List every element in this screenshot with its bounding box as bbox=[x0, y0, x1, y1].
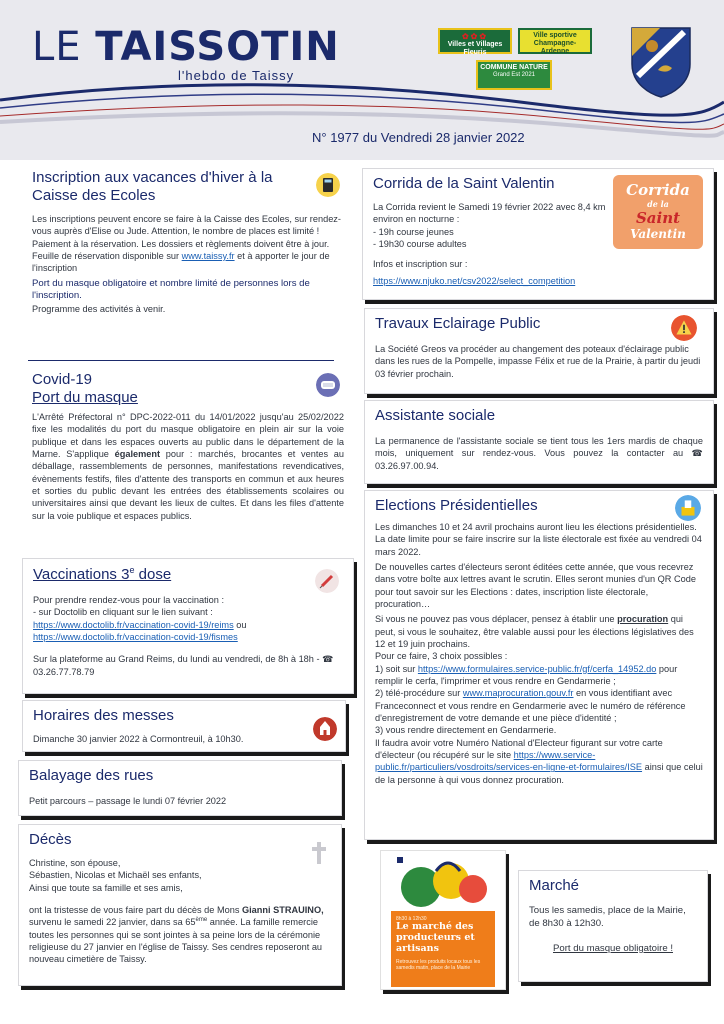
elections-section bbox=[364, 490, 714, 840]
label-commune-nature: COMMUNE NATURE Grand Est 2021 bbox=[476, 60, 552, 90]
assistante-title: Assistante sociale bbox=[375, 407, 496, 424]
elections-title: Elections Présidentielles bbox=[375, 497, 538, 514]
elections-choice-3: 3) vous rendre directement en Gendarmerie. bbox=[375, 725, 557, 736]
elections-choice-1: 1) soit sur https://www.formulaires.service-public.fr/gf/cerfa_14952.do pour remplir le cerfa, l'imprimer et vous rendre en Gendarmerie ; bbox=[375, 663, 678, 686]
assistante-section bbox=[364, 400, 714, 484]
covid-title: Covid-19 bbox=[32, 371, 93, 388]
newsletter-subtitle: l'hebdo de Taissy bbox=[178, 68, 295, 83]
flyer-title: Le marché des producteurs et artisans bbox=[396, 921, 475, 954]
deces-section bbox=[18, 824, 342, 986]
corrida-text-1: La Corrida revient le Samedi 19 février 2022 avec 8,4 km environ en nocturne : bbox=[373, 202, 606, 225]
warning-icon bbox=[671, 315, 697, 341]
vaccinations-section bbox=[22, 558, 354, 694]
market-produce-illustration bbox=[381, 851, 505, 915]
elections-text-1: Les dimanches 10 et 24 avril prochains auront lieu les élections présidentielles. La date limite pour se faire inscrire sur la liste électorale est fixée au vendredi 04 mars 2022. bbox=[375, 522, 702, 557]
travaux-text: La Société Greos va procéder au changement des poteaux d'éclairage public dans les rues de la Pompelle, impasse Félix et rue de la Prairie, à partir du jeudi 03 février prochain. bbox=[375, 344, 701, 379]
marche-flyer-image bbox=[380, 850, 506, 990]
balayage-section bbox=[18, 760, 342, 816]
vaccinations-text-3: Sur la plateforme au Grand Reims, du lundi au vendredi, de 8h à 18h - ☎ 03.26.77.78.79 bbox=[33, 654, 334, 677]
messes-title: Horaires des messes bbox=[33, 707, 174, 724]
travaux-title: Travaux Eclairage Public bbox=[375, 315, 541, 332]
service-public-ise-link[interactable]: https://www.service-public.fr/particuliers/vosdroits/services-en-ligne-et-formulaires/ISE bbox=[375, 749, 643, 773]
vaccinations-text-2: - sur Doctolib en cliquant sur le lien suivant : bbox=[33, 607, 213, 618]
flower-stars-icon: ✿✿✿ bbox=[461, 32, 489, 41]
covid-subtitle: Port du masque bbox=[32, 389, 138, 406]
balayage-title: Balayage des rues bbox=[29, 767, 154, 784]
marche-section bbox=[518, 870, 708, 982]
doctolib-fismes-link[interactable]: https://www.doctolib.fr/vaccination-covid-19/fismes bbox=[33, 631, 238, 642]
doctolib-reims-link[interactable]: https://www.doctolib.fr/vaccination-covid-19/reims bbox=[33, 619, 234, 630]
corrida-title: Corrida de la Saint Valentin bbox=[373, 175, 555, 192]
town-crest-icon bbox=[630, 26, 692, 98]
cross-icon bbox=[309, 841, 329, 865]
section-divider bbox=[28, 360, 334, 361]
balayage-text: Petit parcours – passage le lundi 07 février 2022 bbox=[29, 796, 227, 806]
marche-title: Marché bbox=[529, 877, 580, 894]
deces-family-3: Ainsi que toute sa famille et ses amis, bbox=[29, 882, 183, 893]
inscription-title: Inscription aux vacances d'hiver à la Caisse des Ecoles bbox=[32, 169, 273, 204]
inscription-text-3: Port du masque obligatoire et nombre limité de personnes lors de l'inscription. bbox=[32, 277, 310, 302]
vaccinations-text-1: Pour prendre rendez-vous pour la vaccination : bbox=[33, 595, 225, 605]
elections-choice-2: 2) télé-procédure sur www.maprocuration.gouv.fr en vous identifiant avec Franceconnect et vous rendre en Gendarmerie avec le numéro de référence d'enregistrement de votre demande et une pièce d'identité ; bbox=[375, 688, 686, 723]
deces-text: ont la tristesse de vous faire part du décès de Mons Gianni STRAUINO, survenu le samedi 22 janvier, dans sa 65ème année. La famille remercie toutes les personnes qui se sont jointes à sa peine lors de la cérémonie religieuse du 27 janvier en l'église de Taissy. Ses cendres reposeront au nouveau cimetière de Taissy. bbox=[29, 904, 324, 965]
face-mask-icon bbox=[316, 373, 340, 397]
corrida-text-2: Infos et inscription sur : bbox=[373, 259, 468, 270]
vaccinations-title: Vaccinations 3e dose bbox=[33, 565, 172, 583]
flyer-description: Retrouvez les produits locaux tous les samedis matin, place de la Mairie bbox=[396, 958, 481, 971]
deces-title: Décès bbox=[29, 831, 72, 848]
label-ville-sportive: Ville sportive Champagne-Ardenne bbox=[518, 28, 592, 54]
flyer-orange-panel: 8h30 à 12h30 Le marché des producteurs et artisans Retrouvez les produits locaux tous les samedis matin, place de la Mairie bbox=[391, 911, 495, 987]
ballot-box-icon bbox=[675, 495, 701, 521]
elections-text-2: De nouvelles cartes d'électeurs seront éditées cette année, que vous recevrez dans votre boîte aux lettres avant le scrutin. Elles seront munies d'un QR Code pour tout savoir sur les Elections : dates, inscription liste électorale, procuration… bbox=[375, 561, 696, 609]
covid-section bbox=[22, 365, 354, 558]
syringe-icon bbox=[315, 569, 339, 593]
taissy-website-link[interactable]: www.taissy.fr bbox=[181, 250, 235, 261]
corrida-line-1: - 19h course jeunes bbox=[373, 226, 454, 237]
inscription-section bbox=[22, 163, 354, 353]
inscription-text-4: Programme des activités à venir. bbox=[32, 304, 166, 315]
masthead bbox=[0, 0, 724, 160]
assistante-text: La permanence de l'assistante sociale se tient tous les 1ers mardis de chaque mois, uniquement sur rendez-vous. Vous pouvez la contacter au ☎ 03.26.97.00.94. bbox=[375, 436, 703, 471]
corrida-registration-link[interactable]: https://www.njuko.net/csv2022/select_competition bbox=[373, 275, 576, 286]
elections-text-4: Pour ce faire, 3 choix possibles : bbox=[375, 651, 508, 662]
marche-text: Tous les samedis, place de la Mairie, de 8h30 à 12h30. bbox=[529, 905, 686, 929]
corrida-section bbox=[362, 168, 714, 300]
corrida-line-2: - 19h30 course adultes bbox=[373, 238, 467, 249]
calculator-icon bbox=[316, 173, 340, 197]
messes-text: Dimanche 30 janvier 2022 à Cormontreuil, à 10h30. bbox=[33, 734, 244, 744]
vaccinations-links: https://www.doctolib.fr/vaccination-covid-19/reims ou https://www.doctolib.fr/vaccination-covid-19/fismes bbox=[33, 619, 247, 642]
label-villes-fleuris: ✿✿✿ Villes et Villages Fleuris bbox=[438, 28, 512, 54]
elections-text-5: Il faudra avoir votre Numéro National d'Electeur figurant sur votre carte d'électeur (ou récupéré sur le site https://www.service-public.fr/particuliers/vosdroits/services-en-ligne-et-formulaires/ISE ainsi que celui de la personne à qui vous donnez procuration. bbox=[375, 737, 703, 785]
deces-family-2: Sébastien, Nicolas et Michaël ses enfants, bbox=[29, 870, 202, 881]
deces-family-1: Christine, son épouse, bbox=[29, 858, 121, 868]
newsletter-title: LE TAISSOTIN bbox=[32, 24, 340, 70]
church-icon bbox=[313, 717, 337, 741]
corrida-poster-image: Corrida de la Saint Valentin bbox=[613, 175, 703, 249]
cerfa-link[interactable]: https://www.formulaires.service-public.fr/gf/cerfa_14952.do bbox=[417, 663, 657, 674]
inscription-text-1: Les inscriptions peuvent encore se faire à la Caisse des Ecoles, sur rendez-vous auprès d'Elise ou Jude. Attention, le nombre de places est limité ! bbox=[32, 214, 341, 237]
inscription-text-2: Paiement à la réservation. Les dossiers et règlements doivent être à jour. Feuille de réservation disponible sur www.taissy.fr et à apporter le jour de l'inscription bbox=[32, 238, 330, 274]
elections-text-3: Si vous ne pouvez pas vous déplacer, pensez à établir une procuration qui peut, si vous le souhaitez, être valable aussi pour les élections législatives des 12 et 19 juin prochains. bbox=[375, 614, 694, 649]
travaux-section bbox=[364, 308, 714, 394]
messes-section bbox=[22, 700, 346, 752]
maprocuration-link[interactable]: www.maprocuration.gouv.fr bbox=[462, 688, 574, 699]
covid-text: L'Arrêté Préfectoral n° DPC-2022-011 du 14/01/2022 jusqu'au 25/02/2022 fixe les modalités du port du masque obligatoire en plein air sur la voie publique et dans les espaces ouverts au public dans le département de la Marne. S'applique également pour : marchés, brocantes et ventes au déballage, rassemblements de personnes, manifestations revendicatives, évènements festifs, files d'attente des transports en commun et aux heures et sorties du public devant les entrées des établissements scolaires ou universitaires ainsi que devant les lieux de cultes. Et dans les files d'attente sur la voie publique et espaces publics. bbox=[32, 412, 345, 521]
issue-number: N° 1977 du Vendredi 28 janvier 2022 bbox=[312, 130, 525, 145]
marche-mask-note: Port du masque obligatoire ! bbox=[553, 942, 673, 954]
